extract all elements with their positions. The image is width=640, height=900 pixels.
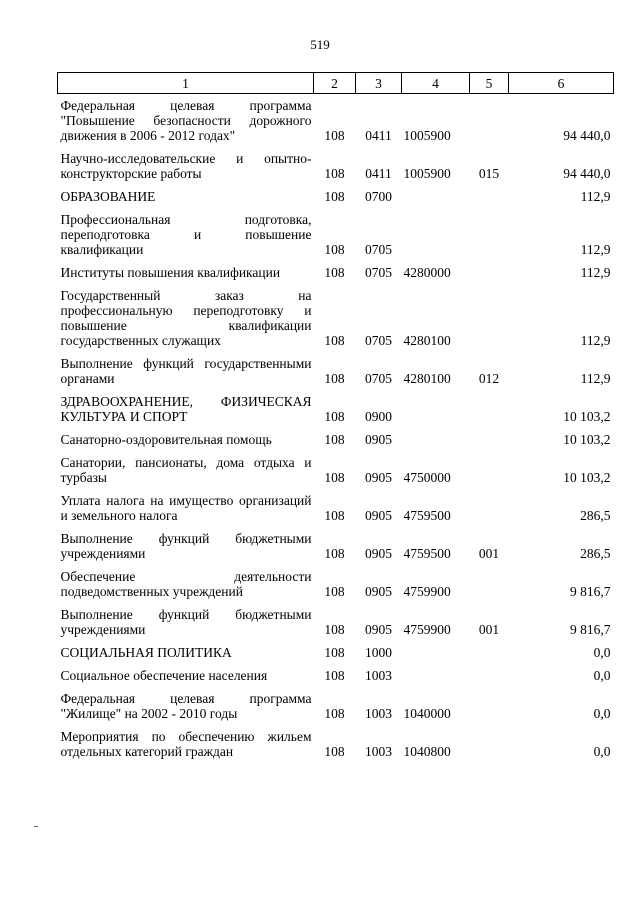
table-row [58, 208, 614, 261]
row-code-2: 108 [324, 409, 345, 424]
row-name: СОЦИАЛЬНАЯ ПОЛИТИКА [60, 645, 232, 660]
row-name: Выполнение функций государственными органами [60, 356, 312, 386]
row-amount: 94 440,0 [563, 166, 611, 181]
page-number: 519 [310, 37, 330, 52]
row-code-5 [470, 208, 509, 261]
row-amount: 0,0 [593, 706, 611, 721]
row-amount: 112,9 [580, 333, 611, 348]
table-row [58, 451, 614, 489]
row-amount: 286,5 [580, 508, 611, 523]
row-code-3: 0905 [365, 508, 392, 523]
margin-mark [34, 826, 38, 827]
row-code-2: 108 [324, 333, 345, 348]
row-code-4 [402, 428, 470, 451]
row-name: Профессиональная подготовка, переподготовка и повышение квалификации [60, 212, 312, 257]
row-code-5 [470, 565, 509, 603]
table-row [58, 664, 614, 687]
table-row [58, 94, 614, 148]
column-header-2: 2 [314, 73, 356, 94]
row-name: Выполнение функций бюджетными учреждениями [60, 531, 312, 561]
row-code-5 [470, 261, 509, 284]
row-code-2: 108 [324, 668, 345, 683]
column-header-5: 5 [470, 73, 509, 94]
table-row [58, 489, 614, 527]
row-code-5: 001 [478, 546, 500, 561]
row-name: Обеспечение деятельности подведомственных учреждений [60, 569, 312, 599]
budget-table [57, 72, 614, 763]
table-row [58, 390, 614, 428]
row-amount: 112,9 [580, 371, 611, 386]
row-code-3: 1000 [365, 645, 392, 660]
table-row [58, 565, 614, 603]
row-code-3: 1003 [365, 744, 392, 759]
row-code-4 [402, 185, 470, 208]
row-name: Санатории, пансионаты, дома отдыха и турбазы [60, 455, 312, 485]
row-code-4: 1040800 [403, 744, 451, 759]
table-row [58, 687, 614, 725]
row-code-4: 4280000 [403, 265, 451, 280]
row-code-5: 001 [478, 622, 500, 637]
table-row [58, 603, 614, 641]
table-row [58, 641, 614, 664]
row-name: Федеральная целевая программа "Повышение безопасности дорожного движения в 2006 - 2012 годах" [60, 98, 312, 143]
row-code-3: 0905 [365, 546, 392, 561]
row-code-4 [402, 664, 470, 687]
row-code-5 [470, 428, 509, 451]
row-amount: 9 816,7 [570, 584, 611, 599]
row-name: Институты повышения квалификации [60, 265, 281, 280]
table-header [58, 73, 614, 94]
row-name: ОБРАЗОВАНИЕ [60, 189, 156, 204]
row-name: Научно-исследовательские и опытно-конструкторские работы [60, 151, 312, 181]
row-amount: 10 103,2 [563, 432, 611, 447]
row-code-2: 108 [324, 645, 345, 660]
row-code-3: 0705 [365, 265, 392, 280]
row-code-5 [470, 451, 509, 489]
table-row [58, 428, 614, 451]
row-code-4: 4280100 [403, 371, 451, 386]
header-row [58, 73, 614, 94]
row-code-3: 1003 [365, 706, 392, 721]
row-code-5 [470, 641, 509, 664]
row-code-3: 1003 [365, 668, 392, 683]
row-code-2: 108 [324, 265, 345, 280]
row-code-4: 1005900 [403, 166, 451, 181]
row-code-3: 0905 [365, 432, 392, 447]
row-amount: 286,5 [580, 546, 611, 561]
column-header-4: 4 [402, 73, 470, 94]
row-code-3: 0700 [365, 189, 392, 204]
table-body [58, 94, 614, 764]
column-header-1: 1 [58, 73, 314, 94]
row-amount: 112,9 [580, 242, 611, 257]
row-amount: 94 440,0 [563, 128, 611, 143]
row-name: ЗДРАВООХРАНЕНИЕ, ФИЗИЧЕСКАЯ КУЛЬТУРА И СПОРТ [60, 394, 312, 424]
row-code-3: 0905 [365, 622, 392, 637]
row-name: Государственный заказ на профессиональную переподготовку и повышение квалификации государственных служащих [60, 288, 312, 348]
row-code-5 [470, 284, 509, 352]
row-code-2: 108 [324, 706, 345, 721]
row-amount: 9 816,7 [570, 622, 611, 637]
table-row [58, 352, 614, 390]
row-amount: 10 103,2 [563, 470, 611, 485]
row-code-3: 0905 [365, 470, 392, 485]
row-code-5 [470, 725, 509, 763]
row-code-2: 108 [324, 242, 345, 257]
row-code-5 [470, 185, 509, 208]
row-code-5 [470, 687, 509, 725]
row-code-4: 4750000 [403, 470, 451, 485]
row-code-5 [470, 664, 509, 687]
row-code-2: 108 [324, 744, 345, 759]
column-header-3: 3 [356, 73, 402, 94]
row-name: Выполнение функций бюджетными учреждениями [60, 607, 312, 637]
table-row [58, 185, 614, 208]
row-code-5: 012 [478, 371, 500, 386]
row-amount: 0,0 [593, 668, 611, 683]
row-code-5: 015 [478, 166, 500, 181]
table-row [58, 261, 614, 284]
row-name: Санаторно-оздоровительная помощь [60, 432, 272, 447]
row-code-2: 108 [324, 584, 345, 599]
row-code-4 [402, 390, 470, 428]
row-code-2: 108 [324, 470, 345, 485]
table-row [58, 284, 614, 352]
row-code-3: 0905 [365, 584, 392, 599]
row-name: Мероприятия по обеспечению жильем отдельных категорий граждан [60, 729, 312, 759]
row-amount: 0,0 [593, 645, 611, 660]
row-code-4: 4759500 [403, 546, 451, 561]
row-code-5 [470, 94, 509, 148]
row-code-4: 4759900 [403, 584, 451, 599]
row-code-3: 0411 [365, 166, 392, 181]
row-code-3: 0705 [365, 371, 392, 386]
row-code-2: 108 [324, 128, 345, 143]
row-code-3: 0705 [365, 242, 392, 257]
row-name: Социальное обеспечение населения [60, 668, 268, 683]
row-code-2: 108 [324, 432, 345, 447]
row-code-4 [402, 641, 470, 664]
row-amount: 10 103,2 [563, 409, 611, 424]
row-code-5 [470, 489, 509, 527]
row-code-4: 1005900 [403, 128, 451, 143]
row-name: Уплата налога на имущество организаций и земельного налога [60, 493, 312, 523]
row-code-3: 0411 [365, 128, 392, 143]
row-code-4: 1040000 [403, 706, 451, 721]
row-amount: 112,9 [580, 189, 611, 204]
row-code-2: 108 [324, 189, 345, 204]
row-code-4: 4280100 [403, 333, 451, 348]
table-row [58, 147, 614, 185]
table-row [58, 527, 614, 565]
row-code-2: 108 [324, 371, 345, 386]
column-header-6: 6 [509, 73, 614, 94]
row-code-2: 108 [324, 622, 345, 637]
row-amount: 112,9 [580, 265, 611, 280]
row-code-2: 108 [324, 508, 345, 523]
row-code-4 [402, 208, 470, 261]
row-code-5 [470, 390, 509, 428]
row-code-4: 4759500 [403, 508, 451, 523]
row-code-2: 108 [324, 166, 345, 181]
table-row [58, 725, 614, 763]
row-amount: 0,0 [593, 744, 611, 759]
row-code-3: 0705 [365, 333, 392, 348]
row-name: Федеральная целевая программа "Жилище" на 2002 - 2010 годы [60, 691, 312, 721]
row-code-3: 0900 [365, 409, 392, 424]
row-code-4: 4759900 [403, 622, 451, 637]
row-code-2: 108 [324, 546, 345, 561]
